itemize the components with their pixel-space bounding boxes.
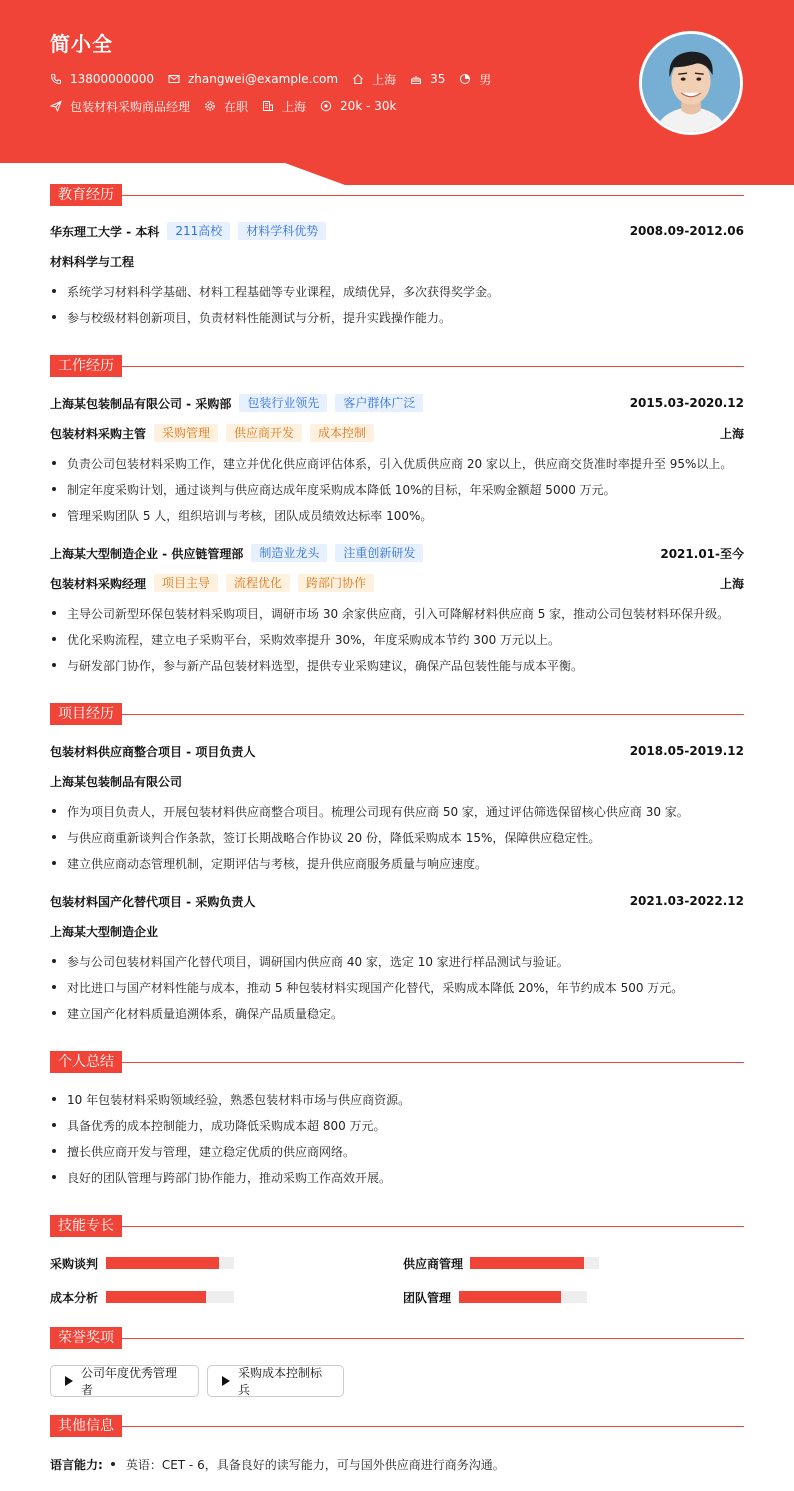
list-item: [50, 1003, 744, 1023]
list-item: [50, 479, 744, 499]
phone-item: [50, 70, 154, 88]
list-item: [50, 951, 744, 971]
summary-section: [50, 1051, 744, 1191]
honors-section: [50, 1327, 744, 1397]
company-tag: 客户群体广泛: [335, 394, 423, 412]
job-intent-row: [50, 97, 410, 115]
skill-bar: [459, 1291, 587, 1303]
honor-badge: [50, 1365, 199, 1397]
bullet-text: 参与公司包装材料国产化替代项目，调研国内供应商 40 家，选定 10 家进行样品测试与验证。: [67, 954, 569, 969]
summary-title: [50, 1051, 744, 1073]
major-row: [50, 251, 744, 271]
section-divider: [50, 366, 744, 367]
building-icon: [262, 100, 274, 112]
skill-bar-fill: [470, 1257, 584, 1269]
target-job-item: [50, 97, 190, 115]
resume-header: [0, 0, 794, 185]
status-text: 在职: [224, 99, 249, 114]
gender-text: 男: [479, 72, 492, 87]
language-text: 英语：CET - 6，具备良好的读写能力，可与国外供应商进行商务沟通。: [125, 1457, 505, 1472]
honors-list: [50, 1365, 744, 1397]
list-item: [50, 629, 744, 649]
position-tag: 采购管理: [154, 424, 218, 442]
project-name: 包装材料供应商整合项目 - 项目负责人: [50, 744, 256, 759]
contact-row: [50, 70, 505, 88]
bullet-text: 作为项目负责人，开展包装材料供应商整合项目。梳理公司现有供应商 50 家，通过评估筛选保留核心供应商 30 家。: [67, 804, 689, 819]
bullet-text: 建立国产化材料质量追溯体系，确保产品质量稳定。: [67, 1006, 344, 1021]
job-position-row: [50, 423, 744, 443]
list-item: [50, 1115, 744, 1135]
job-period: 2021.01-至今: [660, 546, 744, 561]
list-item: [50, 603, 744, 623]
section-label: 其他信息: [50, 1415, 122, 1437]
section-divider: [50, 1426, 744, 1427]
cake-icon: [410, 73, 422, 85]
honor-text: 公司年度优秀管理者: [81, 1366, 178, 1397]
location-item: [352, 70, 396, 88]
education-section: [50, 184, 744, 334]
list-item: [50, 853, 744, 873]
bullet-text: 负责公司包装材料采购工作，建立并优化供应商评估体系，引入优质供应商 20 家以上，供应商交货准时率提升至 95%以上。: [67, 456, 733, 471]
position-tag: 流程优化: [226, 574, 290, 592]
project-org: 上海某大型制造企业: [50, 924, 159, 939]
bullet-text: 与供应商重新谈判合作条款，签订长期战略合作协议 20 份，降低采购成本 15%，保障供应稳定性。: [67, 830, 601, 845]
job-period: 2015.03-2020.12: [629, 396, 744, 410]
projects-section: [50, 703, 744, 1033]
school-tag: 材料学科优势: [238, 222, 326, 240]
avatar: [639, 31, 743, 135]
phone-text: 13800000000: [70, 72, 154, 86]
job-city: 上海: [719, 426, 744, 441]
skill-item: [50, 1287, 234, 1307]
bullet-text: 具备优秀的成本控制能力，成功降低采购成本超 800 万元。: [67, 1118, 386, 1133]
list-item: [50, 281, 744, 301]
send-icon: [50, 100, 62, 112]
project-org-row: [50, 921, 744, 941]
mail-icon: [168, 73, 180, 85]
list-item: [50, 1167, 744, 1187]
list-item: [50, 307, 744, 327]
age-text: 35: [430, 72, 446, 86]
school-name: 华东理工大学 - 本科: [50, 224, 160, 239]
target-job-text: 包装材料采购商品经理: [70, 99, 191, 114]
status-item: [204, 97, 248, 115]
section-divider: [50, 1226, 744, 1227]
project-row: [50, 891, 744, 911]
job-position-row: [50, 573, 744, 593]
position-tag: 供应商开发: [226, 424, 302, 442]
bullet-text: 管理采购团队 5 人，组织培训与考核，团队成员绩效达标率 100%。: [67, 508, 433, 523]
salary-text: 20k - 30k: [340, 99, 397, 113]
project-name: 包装材料国产化替代项目 - 采购负责人: [50, 894, 256, 909]
other-title: [50, 1415, 744, 1437]
skill-name: 采购谈判: [50, 1256, 99, 1271]
section-label: 工作经历: [50, 355, 122, 377]
section-label: 荣誉奖项: [50, 1327, 122, 1349]
position-tag: 项目主导: [154, 574, 218, 592]
other-section: [50, 1415, 744, 1475]
school-tag: 211高校: [167, 222, 230, 240]
skills-title: [50, 1215, 744, 1237]
skill-name: 团队管理: [403, 1290, 452, 1305]
company-tag: 制造业龙头: [251, 544, 327, 562]
bullet-text: 对比进口与国产材料性能与成本，推动 5 种包装材料实现国产化替代，采购成本降低 20%，年节约成本 500 万元。: [67, 980, 684, 995]
section-divider: [50, 195, 744, 196]
home-icon: [352, 73, 364, 85]
age-item: [410, 70, 445, 88]
work-title: [50, 355, 744, 377]
language-label: 语言能力:: [50, 1457, 103, 1472]
position-name: 包装材料采购经理: [50, 576, 147, 591]
company-name: 上海某大型制造企业 - 供应链管理部: [50, 546, 244, 561]
gender-item: [459, 70, 491, 88]
email-text: zhangwei@example.com: [187, 72, 339, 86]
section-divider: [50, 1062, 744, 1063]
list-item: [50, 505, 744, 525]
project-period: 2021.03-2022.12: [629, 894, 744, 908]
list-item: [50, 801, 744, 821]
bullet-text: 良好的团队管理与跨部门协作能力，推动采购工作高效开展。: [67, 1170, 392, 1185]
skill-bar-fill: [106, 1257, 219, 1269]
list-item: [50, 453, 744, 473]
skill-bar: [470, 1257, 599, 1269]
section-divider: [50, 1338, 744, 1339]
project-org: 上海某包装制品有限公司: [50, 774, 183, 789]
bullet-text: 主导公司新型环保包装材料采购项目，调研市场 30 余家供应商，引入可降解材料供应商 5 家，推动公司包装材料环保升级。: [67, 606, 730, 621]
bullet-text: 参与校级材料创新项目，负责材料性能测试与分析，提升实践操作能力。: [67, 310, 452, 325]
company-tag: 包装行业领先: [239, 394, 327, 412]
education-period: 2008.09-2012.06: [629, 224, 744, 238]
money-icon: [320, 100, 332, 112]
skill-item: [403, 1287, 587, 1307]
project-period: 2018.05-2019.12: [629, 744, 744, 758]
bullet-text: 系统学习材料科学基础、材料工程基础等专业课程，成绩优异，多次获得奖学金。: [67, 284, 500, 299]
position-tag: 跨部门协作: [298, 574, 374, 592]
play-icon: [222, 1376, 230, 1386]
education-row: [50, 221, 744, 241]
phone-icon: [50, 73, 62, 85]
job-company-row: [50, 393, 744, 413]
list-item: [50, 827, 744, 847]
honor-badge: [207, 1365, 344, 1397]
list-item: [50, 655, 744, 675]
skill-bar: [106, 1291, 234, 1303]
section-label: 教育经历: [50, 184, 122, 206]
skill-name: 供应商管理: [403, 1256, 464, 1271]
skill-item: [403, 1253, 599, 1273]
salary-item: [320, 97, 396, 115]
bullet-text: 建立供应商动态管理机制，定期评估与考核，提升供应商服务质量与响应速度。: [67, 856, 488, 871]
skills-section: [50, 1215, 744, 1315]
candidate-name: 简小全: [50, 32, 113, 56]
email-item: [168, 70, 338, 88]
position-name: 包装材料采购主管: [50, 426, 147, 441]
bullet-text: 与研发部门协作，参与新产品包装材料选型，提供专业采购建议，确保产品包装性能与成本平衡。: [67, 658, 584, 673]
section-label: 个人总结: [50, 1051, 122, 1073]
bullet-text: 制定年度采购计划，通过谈判与供应商达成年度采购成本降低 10%的目标，年采购金额超 5000 万元。: [67, 482, 616, 497]
projects-title: [50, 703, 744, 725]
position-tag: 成本控制: [310, 424, 374, 442]
skill-name: 成本分析: [50, 1290, 99, 1305]
project-row: [50, 741, 744, 761]
language-row: [50, 1454, 744, 1474]
list-item: [50, 1141, 744, 1161]
section-label: 技能专长: [50, 1215, 122, 1237]
bullet-text: 优化采购流程，建立电子采购平台，采购效率提升 30%，年度采购成本节约 300 万元以上。: [67, 632, 561, 647]
company-tag: 注重创新研发: [335, 544, 423, 562]
major-name: 材料科学与工程: [50, 254, 135, 269]
skill-bar-fill: [106, 1291, 206, 1303]
honors-title: [50, 1327, 744, 1349]
play-icon: [65, 1376, 73, 1386]
bullet-text: 10 年包装材料采购领域经验，熟悉包装材料市场与供应商资源。: [67, 1092, 411, 1107]
bullet-text: 擅长供应商开发与管理，建立稳定优质的供应商网络。: [67, 1144, 356, 1159]
project-org-row: [50, 771, 744, 791]
skill-bar: [106, 1257, 234, 1269]
location-text: 上海: [372, 72, 397, 87]
bullet-dot: [111, 1462, 115, 1466]
target-city-text: 上海: [282, 99, 307, 114]
company-name: 上海某包装制品有限公司 - 采购部: [50, 396, 232, 411]
skill-bar-fill: [459, 1291, 561, 1303]
job-company-row: [50, 543, 744, 563]
gender-icon: [459, 73, 471, 85]
list-item: [50, 977, 744, 997]
list-item: [50, 1089, 744, 1109]
avatar-photo: [642, 34, 740, 132]
section-divider: [50, 714, 744, 715]
gear-icon: [204, 100, 216, 112]
work-section: [50, 355, 744, 685]
section-label: 项目经历: [50, 703, 122, 725]
honor-text: 采购成本控制标兵: [238, 1366, 323, 1397]
skill-item: [50, 1253, 234, 1273]
job-city: 上海: [719, 576, 744, 591]
target-city-item: [262, 97, 306, 115]
education-title: [50, 184, 744, 206]
